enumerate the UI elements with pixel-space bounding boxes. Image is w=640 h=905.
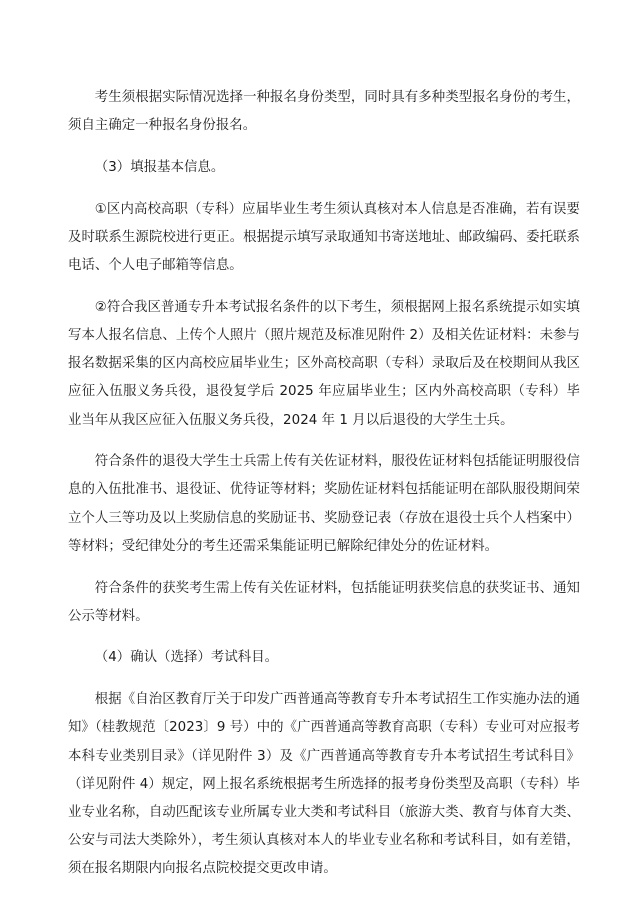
paragraph-eligible-candidates: ②符合我区普通专升本考试报名条件的以下考生，须根据网上报名系统提示如实填写本人报名信息、上传个人照片（照片规范及标准见附件 2）及相关佐证材料：未参与报名数据采集的区内高校应届毕业生；区外高校高职（专科）录取后及在校期间从我区应征入伍服义务兵役，退役复学后 2025 年应届毕业生；区内外高校高职（专科）毕业当年从我区应征入伍服义务兵役，2024 年 1 月以后退役的大学生士兵。	[68, 299, 580, 428]
heading-fill-basic-info: （3）填报基本信息。	[94, 159, 225, 175]
paragraph-subject-rules: 根据《自治区教育厅关于印发广西普通高等教育专升本考试招生工作实施办法的通知》（桂教规范〔2023〕9 号）中的《广西普通高等教育高职（专科）专业可对应报考本科专业类别目录》（详见附件 3）及《广西普通高等教育专升本考试招生考试科目》（详见附件 4）规定，网上报名系统根据考生所选择的报考身份类型及高职（专科）毕业专业名称，自动匹配该专业所属专业大类和考试科目（旅游大类、教育与体育大类、公安与司法大类除外），考生须认真核对本人的毕业专业名称和考试科目，如有差错，须在报名期限内向报名点院校提交更改申请。	[68, 692, 580, 877]
paragraph-veteran-materials: 符合条件的退役大学生士兵需上传有关佐证材料，服役佐证材料包括能证明服役信息的入伍批准书、退役证、优待证等材料；奖励佐证材料包括能证明在部队服役期间荣立个人三等功及以上奖励信息的奖励证书、奖励登记表（存放在退役士兵个人档案中）等材料；受纪律处分的考生还需采集能证明已解除纪律处分的佐证材料。	[68, 454, 580, 554]
paragraph-award-materials: 符合条件的获奖考生需上传有关佐证材料，包括能证明获奖信息的获奖证书、通知公示等材料。	[68, 580, 580, 624]
paragraph-in-region-graduates: ①区内高校高职（专科）应届毕业生考生须认真核对本人信息是否准确，若有误要及时联系生源院校进行更正。根据提示填写录取通知书寄送地址、邮政编码、委托联系电话、个人电子邮箱等信息。	[68, 201, 580, 274]
document-body	[68, 84, 580, 897]
paragraph-identity-type: 考生须根据实际情况选择一种报名身份类型，同时具有多种类型报名身份的考生，须自主确定一种报名身份报名。	[68, 90, 580, 134]
heading-confirm-subjects: （4）确认（选择）考试科目。	[94, 650, 279, 666]
